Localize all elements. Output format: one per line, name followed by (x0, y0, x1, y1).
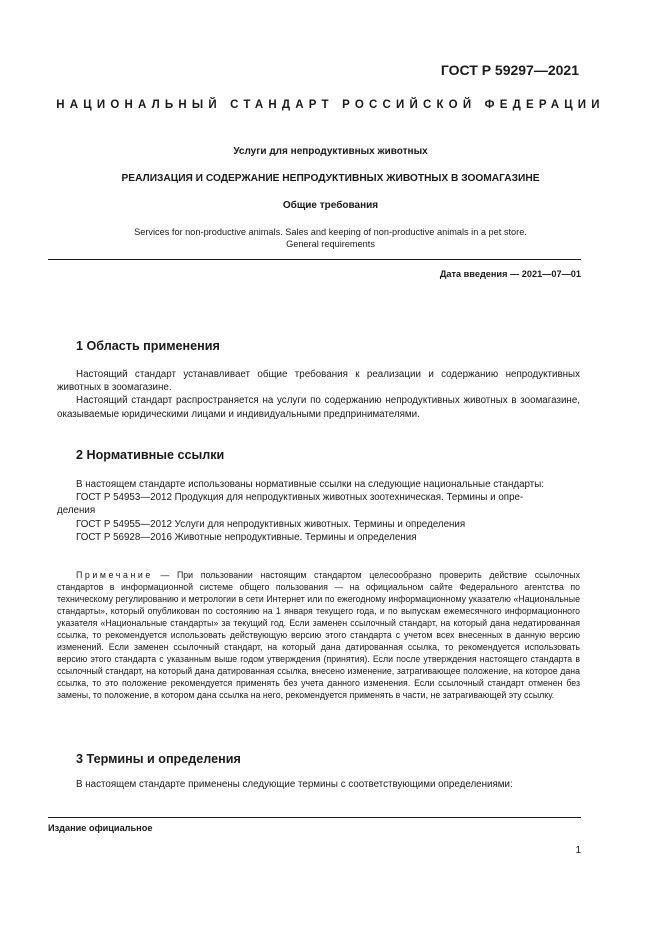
national-standard-title: НАЦИОНАЛЬНЫЙ СТАНДАРТ РОССИЙСКОЙ ФЕДЕРАЦИИ (56, 99, 605, 111)
note-label: Примечание (76, 570, 153, 580)
english-title (0, 226, 661, 250)
section3-heading: 3 Термины и определения (76, 752, 241, 766)
english-title-line2: General requirements (286, 239, 375, 249)
english-title-line1: Services for non-productive animals. Sales and keeping of non-productive animals in a pet store. (134, 227, 527, 237)
reference-item-2: ГОСТ Р 54955—2012 Услуги для непродуктивных животных. Термины и определения (76, 518, 466, 530)
standard-number: ГОСТ Р 59297—2021 (440, 62, 579, 78)
section1-heading: 1 Область применения (76, 339, 220, 353)
reference-item-1-cont: деления (57, 505, 96, 517)
page-number: 1 (575, 845, 581, 856)
header-divider (48, 259, 581, 260)
document-subtitle: Услуги для непродуктивных животных (233, 146, 428, 157)
note-text: — При пользовании настоящим стандартом целесообразно проверить действие ссылочных стандартов в информационной системе общего пользования — на официальном сайте Федерального агентства по техническому регулированию и метрологии в сети Интернет или по ежегодному информационному указателю «Национальные стандарты», который опубликован по состоянию на 1 января текущего года, и по выпускам ежемесячного информационного указателя «Национальные стандарты» за текущий год. Если заменен ссылочный стандарт, на который дана недатированная ссылка, то рекомендуется использовать действующую версию этого стандарта с учетом всех внесенных в данную версию изменений. Если заменен ссылочный стандарт, на который дана датированная ссылка, то рекомендуется использовать версию этого стандарта с указанным выше годом утверждения (принятия). Если после утверждения настоящего стандарта в ссылочный стандарт, на который дана датированная ссылка, внесено изменение, затрагивающее положение, на которое дана ссылка, то это положение рекомендуется применять без учета данного изменения. Если ссылочный стандарт отменен без замены, то положение, в котором дана ссылка на него, рекомендуется применять в части, не затрагивающей эту ссылку. (57, 570, 580, 700)
document-title: РЕАЛИЗАЦИЯ И СОДЕРЖАНИЕ НЕПРОДУКТИВНЫХ ЖИВОТНЫХ В ЗООМАГАЗИНЕ (121, 173, 540, 184)
section2-body (57, 478, 580, 544)
footer-divider (48, 817, 581, 818)
note-block (57, 569, 580, 701)
document-subtitle-general: Общие требования (282, 200, 379, 211)
section1-paragraph1: Настоящий стандарт устанавливает общие требования к реализации и содержанию непродуктивных животных в зоомагазине. (57, 369, 580, 394)
introduction-date: Дата введения — 2021—07—01 (439, 269, 581, 279)
official-edition-label: Издание официальное (48, 823, 153, 833)
reference-item-1: ГОСТ Р 54953—2012 Продукция для непродуктивных животных зоотехническая. Термины и опре- (76, 492, 524, 504)
reference-item-3: ГОСТ Р 56928—2016 Животные непродуктивные. Термины и определения (76, 531, 417, 543)
section3-body (57, 778, 580, 791)
section3-paragraph1: В настоящем стандарте применены следующие термины с соответствующими определениями: (76, 779, 513, 790)
section2-paragraph1: В настоящем стандарте использованы нормативные ссылки на следующие национальные стандарты: (76, 479, 545, 490)
section1-paragraph2: Настоящий стандарт распространяется на услуги по содержанию непродуктивных животных в зоомагазине, оказываемые юридическими лицами и индивидуальными предпринимателями. (57, 395, 580, 420)
section1-body (57, 368, 580, 421)
section2-heading: 2 Нормативные ссылки (76, 448, 225, 462)
